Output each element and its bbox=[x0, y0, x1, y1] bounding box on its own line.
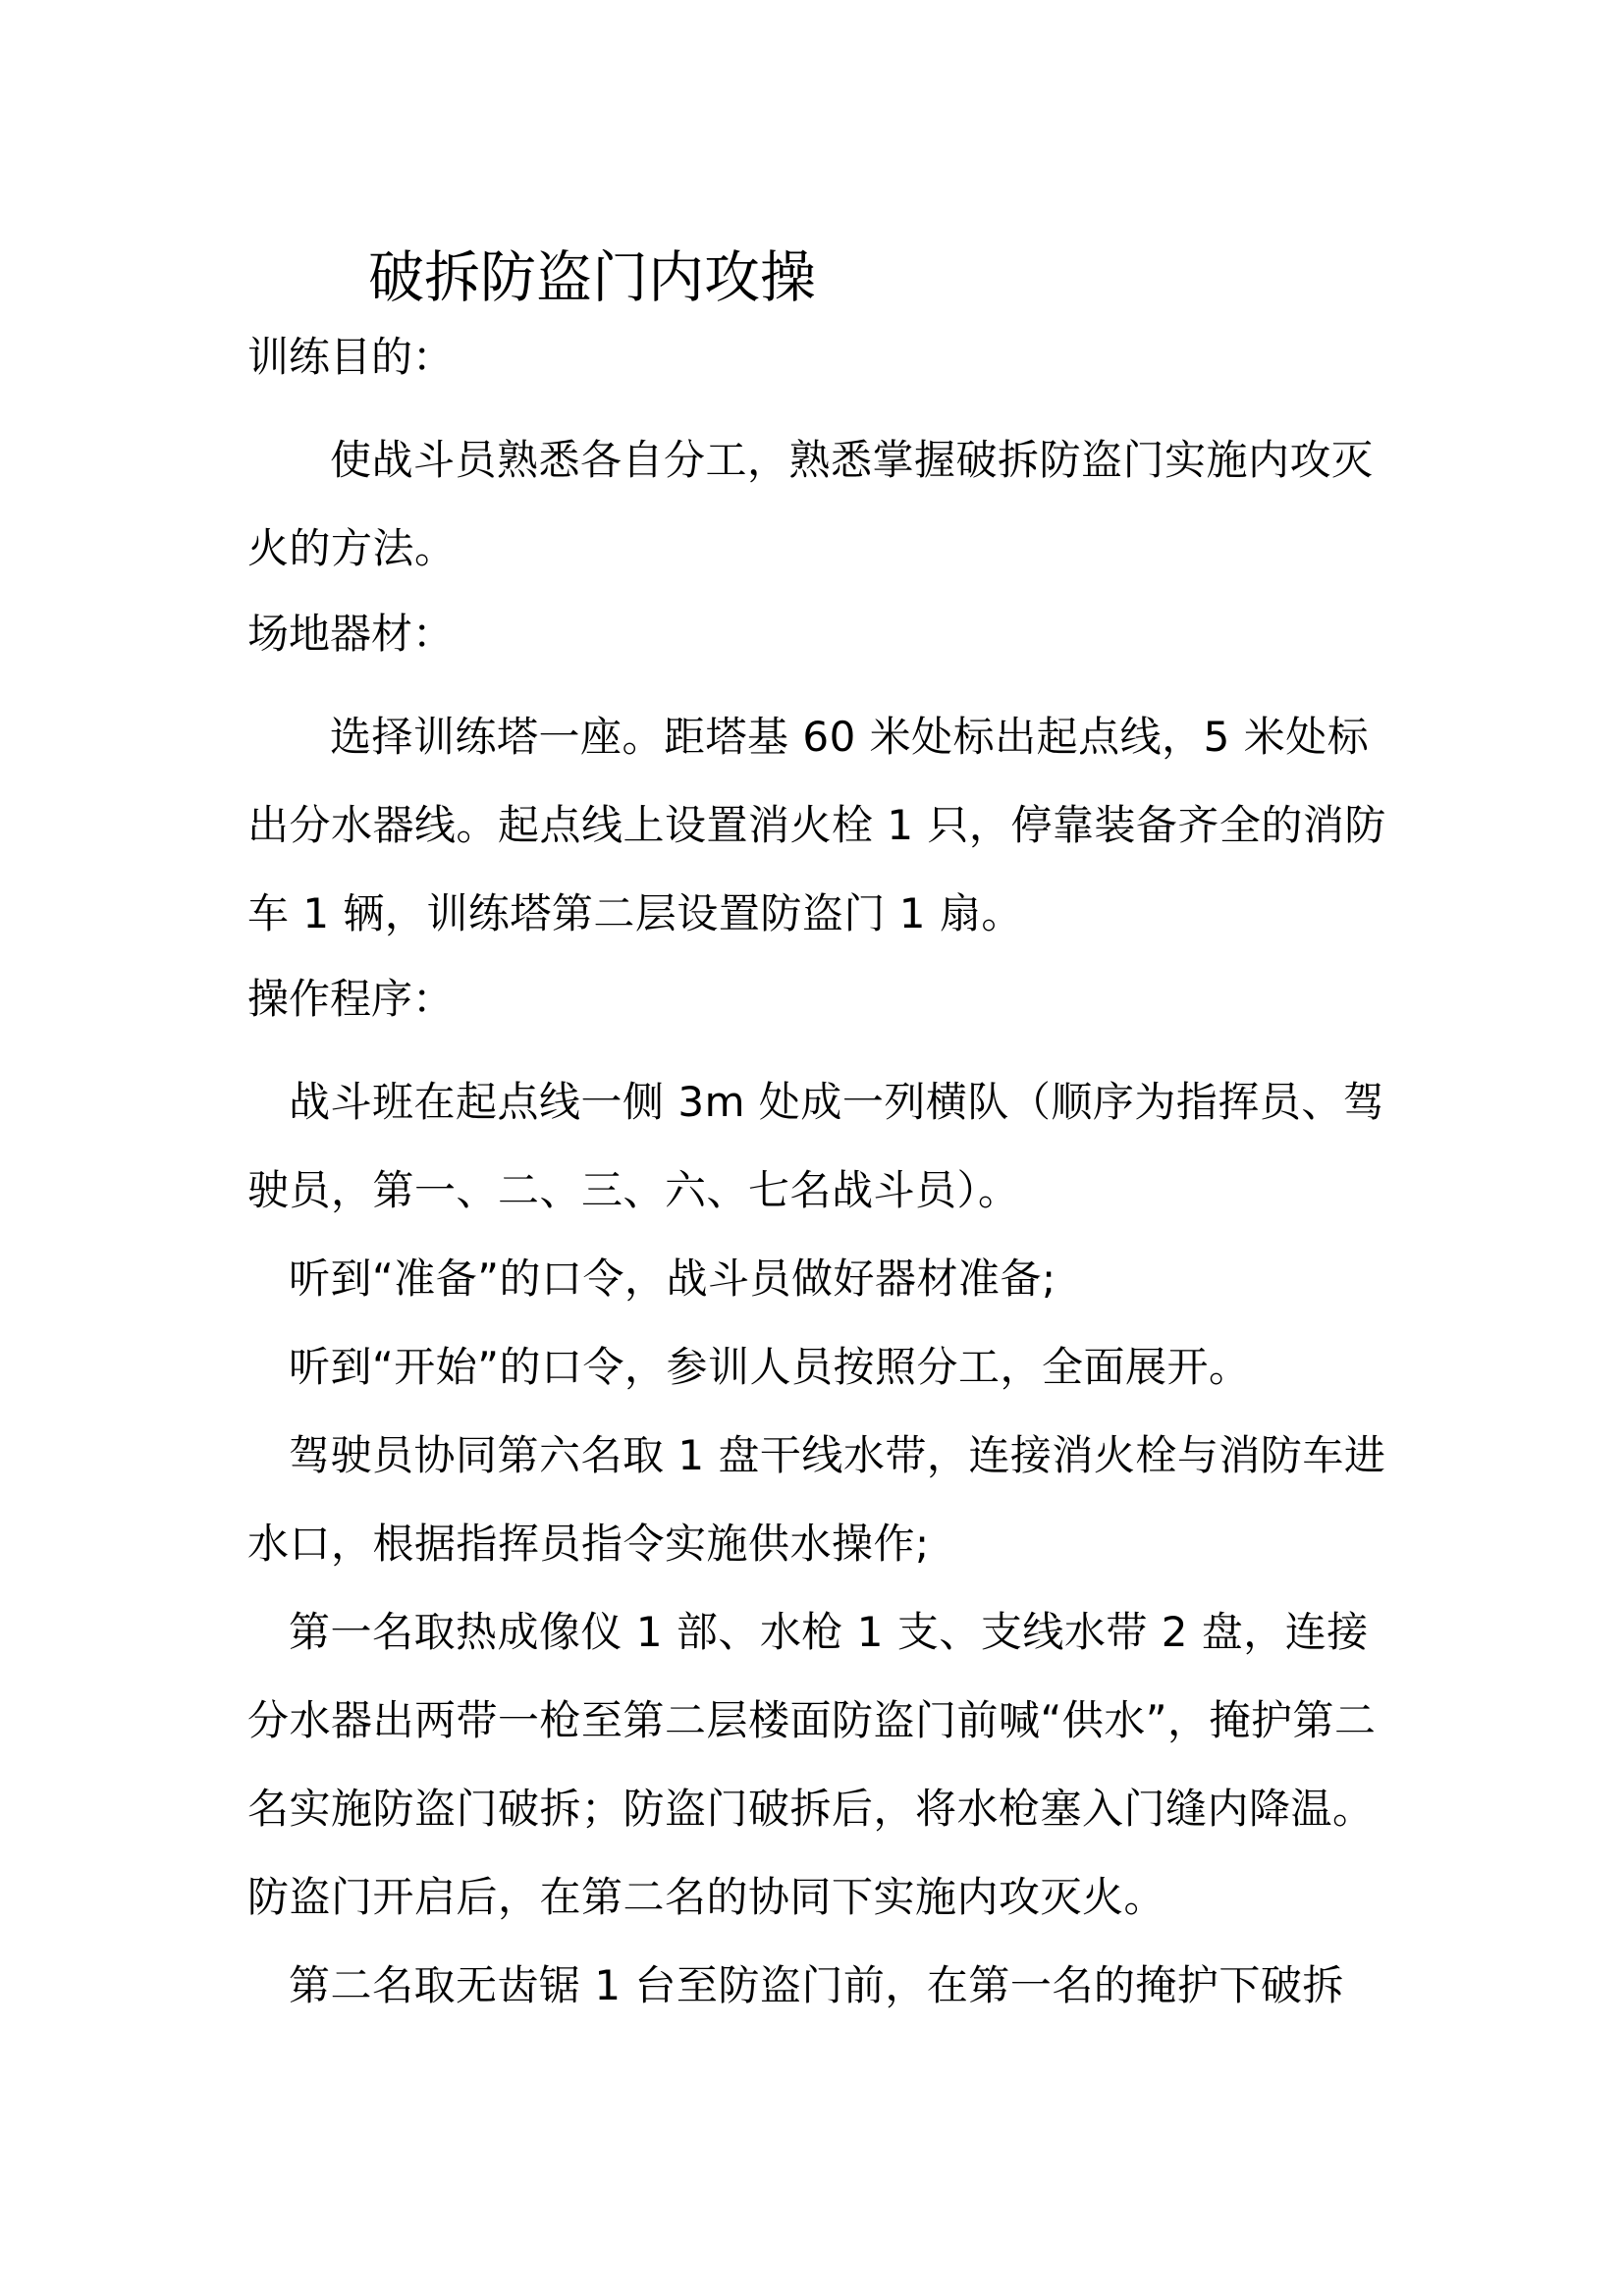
procedure-step: 驾驶员协同第六名取 1 盘干线水带，连接消火栓与消防车进水口，根据指挥员指令实施供水操作; bbox=[247, 1431, 1386, 1568]
section-heading: 操作程序： bbox=[247, 975, 455, 1023]
procedure-step: 战斗班在起点线一侧 3m 处成一列横队（顺序为指挥员、驾驶员，第一、二、三、六、七名战斗员）。 bbox=[247, 1078, 1385, 1214]
section-training-purpose bbox=[247, 328, 1386, 593]
procedure-step: 听到“开始”的口令，参训人员按照分工，全面展开。 bbox=[289, 1343, 1251, 1391]
procedure-step: 听到“准备”的口令，战斗员做好器材准备; bbox=[289, 1255, 1056, 1303]
document-body bbox=[247, 236, 1386, 2030]
section-heading: 场地器材： bbox=[247, 610, 455, 658]
paragraph: 使战斗员熟悉各自分工，熟悉掌握破拆防盗门实施内攻灭火的方法。 bbox=[247, 436, 1374, 572]
section-site-equipment bbox=[247, 605, 1386, 958]
document-title: 破拆防盗门内攻操 bbox=[368, 245, 816, 310]
section-heading: 训练目的： bbox=[247, 333, 455, 381]
procedure-step: 第二名取无齿锯 1 台至防盗门前，在第一名的掩护下破拆 bbox=[289, 1961, 1344, 2009]
procedure-step: 第一名取热成像仪 1 部、水枪 1 支、支线水带 2 盘，连接分水器出两带一枪至第二层楼面防盗门前喊“供水”，掩护第二名实施防盗门破拆；防盗门破拆后，将水枪塞入门缝内降温。防盗门开启后，在第二名的协同下实施内攻灭火。 bbox=[247, 1608, 1377, 1921]
section-operation-procedure bbox=[247, 970, 1386, 2030]
paragraph: 选择训练塔一座。距塔基 60 米处标出起点线，5 米处标出分水器线。起点线上设置消火栓 1 只，停靠装备齐全的消防车 1 辆，训练塔第二层设置防盗门 1 扇。 bbox=[247, 713, 1386, 937]
